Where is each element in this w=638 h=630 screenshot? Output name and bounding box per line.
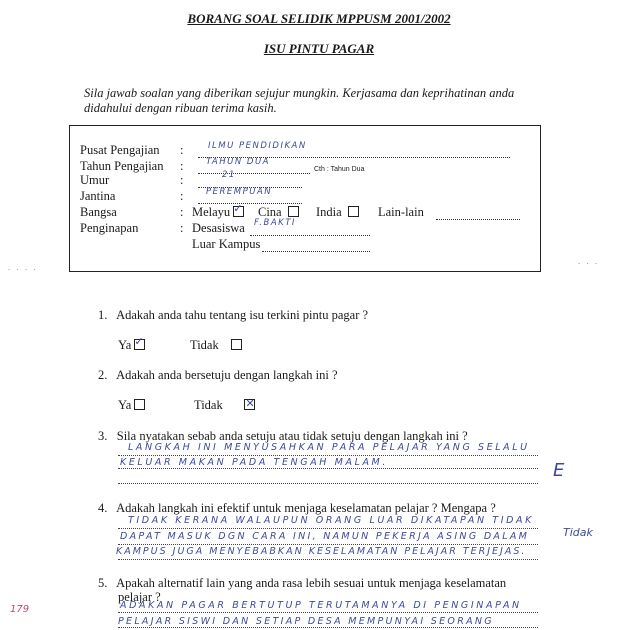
question-2 bbox=[98, 368, 338, 383]
umur-value: 21 bbox=[222, 170, 236, 180]
tidak-label: Tidak bbox=[190, 338, 219, 352]
form-subtitle: ISU PINTU PAGAR bbox=[263, 41, 375, 56]
desasiswa-value: F.BAKTI bbox=[254, 218, 296, 228]
ya-label: Ya bbox=[118, 398, 132, 412]
q4-answer-line-2: DAPAT MASUK DGN CARA INI, NAMUN PEKERJA ASING DALAM bbox=[120, 531, 530, 542]
pusat-label: Pusat Pengajian bbox=[80, 143, 160, 157]
scan-speck: . . . bbox=[578, 256, 600, 266]
q4-answer-line-1: TIDAK KERANA WALAUPUN ORANG LUAR DIKATAPAN TIDAK bbox=[128, 515, 534, 526]
melayu-label: Melayu bbox=[192, 205, 231, 219]
jantina-value: PEREMPUAN bbox=[206, 187, 273, 197]
intro-text: Sila jawab soalan yang diberikan sejujur mungkin. Kerjasama dan keprihatinan anda didahului dengan ribuan terima kasih. bbox=[84, 86, 515, 115]
colon: : bbox=[180, 221, 184, 235]
answer-line bbox=[118, 559, 538, 560]
desasiswa-label: Desasiswa bbox=[192, 221, 245, 235]
question-number: 3. bbox=[98, 429, 108, 443]
tahun-hint: Cth : Tahun Dua bbox=[314, 166, 365, 173]
bangsa-option-lain bbox=[378, 205, 424, 220]
q2-option-ya[interactable] bbox=[118, 398, 145, 413]
answer-line bbox=[118, 468, 538, 469]
bangsa-option-india[interactable] bbox=[316, 205, 359, 220]
cina-label: Cina bbox=[258, 205, 282, 219]
jantina-label: Jantina bbox=[80, 189, 116, 203]
q4-answer-line-3: KAMPUS JUGA MENYEBABKAN KESELAMATAN PELAJAR TERJEJAS. bbox=[116, 546, 527, 557]
colon: : bbox=[180, 159, 184, 173]
question-5 bbox=[98, 576, 506, 591]
lain-field[interactable] bbox=[436, 207, 520, 220]
tidak-checkbox[interactable] bbox=[244, 399, 255, 410]
lain-label: Lain-lain bbox=[378, 205, 424, 219]
answer-line bbox=[118, 627, 538, 628]
question-5-cont: pelajar ? bbox=[118, 590, 161, 604]
check-mark-icon: ✓ bbox=[233, 202, 243, 215]
answer-line bbox=[118, 612, 538, 613]
cina-checkbox[interactable] bbox=[288, 206, 299, 217]
question-text: Sila nyatakan sebab anda setuju atau tidak setuju dengan langkah ini ? bbox=[116, 429, 468, 443]
luar-kampus-field[interactable] bbox=[262, 239, 370, 252]
check-mark-icon: ✓ bbox=[134, 335, 144, 348]
bangsa-label: Bangsa bbox=[80, 205, 117, 219]
answer-line bbox=[118, 544, 538, 545]
pusat-value: ILMU PENDIDIKAN bbox=[208, 141, 307, 151]
question-text: Adakah anda tahu tentang isu terkini pintu pagar ? bbox=[116, 308, 369, 322]
scan-speck: . . . . bbox=[8, 262, 38, 272]
q4-margin-mark: Tidak bbox=[563, 526, 593, 539]
cross-mark-icon: ✕ bbox=[245, 397, 255, 410]
colon: : bbox=[180, 189, 184, 203]
q1-option-ya[interactable] bbox=[118, 335, 145, 353]
q3-answer-line-1: LANGKAH INI MENYUSAHKAN PARA PELAJAR YANG SELALU bbox=[128, 442, 530, 453]
ya-checkbox[interactable] bbox=[134, 335, 145, 350]
question-number: 1. bbox=[98, 308, 108, 322]
ya-checkbox[interactable] bbox=[134, 399, 145, 410]
question-number: 5. bbox=[98, 576, 108, 590]
page-margin-note: 179 bbox=[10, 604, 30, 615]
answer-line bbox=[118, 528, 538, 529]
q2-option-tidak[interactable] bbox=[194, 398, 255, 413]
colon: : bbox=[180, 205, 184, 219]
q5-answer-line-2: PELAJAR SISWI DAN SETIAP DESA MEMPUNYAI SEORANG bbox=[118, 616, 494, 627]
tidak-label: Tidak bbox=[194, 398, 223, 412]
q3-margin-mark: E bbox=[553, 460, 565, 481]
question-text: Apakah alternatif lain yang anda rasa lebih sesuai untuk menjaga keselamatan bbox=[116, 576, 507, 590]
tidak-checkbox[interactable] bbox=[231, 339, 242, 350]
ya-label: Ya bbox=[118, 338, 132, 352]
melayu-checkbox[interactable] bbox=[233, 202, 244, 217]
q3-answer-line-2: KELUAR MAKAN PADA TENGAH MALAM. bbox=[120, 457, 388, 468]
personal-info-box bbox=[69, 125, 541, 272]
question-text: Adakah langkah ini efektif untuk menjaga keselamatan pelajar ? Mengapa ? bbox=[116, 501, 496, 515]
question-4 bbox=[98, 501, 496, 516]
colon: : bbox=[180, 143, 184, 157]
question-number: 2. bbox=[98, 368, 108, 382]
q1-option-tidak[interactable] bbox=[190, 338, 242, 353]
umur-label: Umur bbox=[80, 173, 110, 187]
answer-line bbox=[118, 483, 538, 484]
q5-answer-line-1: ADAKAN PAGAR BERTUTUP TERUTAMANYA DI PENGINAPAN bbox=[120, 600, 522, 611]
question-1 bbox=[98, 308, 368, 323]
answer-line bbox=[118, 455, 538, 456]
colon: : bbox=[180, 173, 184, 187]
bangsa-option-melayu[interactable] bbox=[192, 202, 244, 220]
form-title: BORANG SOAL SELIDIK MPPUSM 2001/2002 bbox=[187, 11, 451, 26]
question-text: Adakah anda bersetuju dengan langkah ini ? bbox=[116, 368, 338, 382]
penginapan-label: Penginapan bbox=[80, 221, 139, 235]
luar-kampus-label: Luar Kampus bbox=[192, 237, 261, 251]
india-label: India bbox=[316, 205, 342, 219]
tahun-label: Tahun Pengajian bbox=[80, 159, 164, 173]
india-checkbox[interactable] bbox=[348, 206, 359, 217]
tahun-value: TAHUN DUA bbox=[206, 157, 270, 167]
question-number: 4. bbox=[98, 501, 108, 515]
